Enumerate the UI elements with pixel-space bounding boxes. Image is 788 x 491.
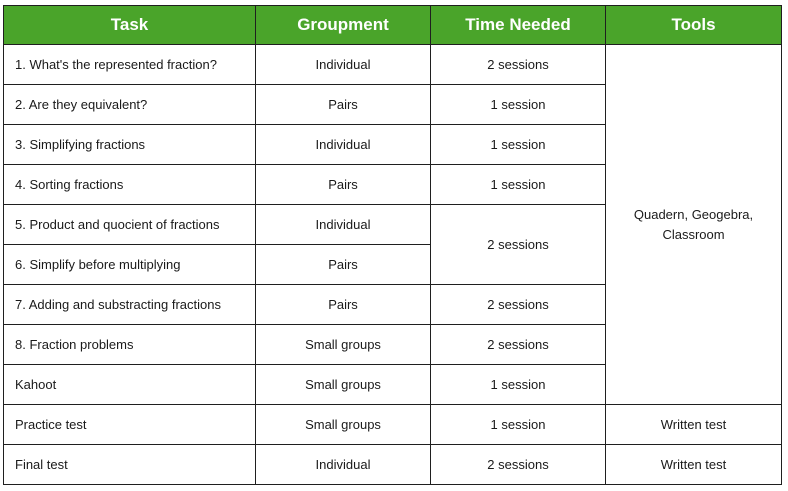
header-time-needed: Time Needed: [431, 6, 606, 45]
groupment-cell: Small groups: [256, 405, 431, 445]
tools-cell: Written test: [606, 445, 782, 485]
table-row: [4, 45, 782, 85]
task-cell: 2. Are they equivalent?: [4, 85, 256, 125]
time-cell: 2 sessions: [431, 285, 606, 325]
groupment-cell: Small groups: [256, 325, 431, 365]
time-cell: 2 sessions: [431, 45, 606, 85]
shared-tools-cell: Quadern, Geogebra, Classroom: [606, 45, 782, 405]
groupment-cell: Pairs: [256, 165, 431, 205]
time-cell: 2 sessions: [431, 445, 606, 485]
groupment-cell: Individual: [256, 445, 431, 485]
task-cell: 1. What's the represented fraction?: [4, 45, 256, 85]
groupment-cell: Pairs: [256, 85, 431, 125]
groupment-cell: Individual: [256, 205, 431, 245]
task-cell: 7. Adding and substracting fractions: [4, 285, 256, 325]
task-cell: 6. Simplify before multiplying: [4, 245, 256, 285]
task-cell: 3. Simplifying fractions: [4, 125, 256, 165]
groupment-cell: Small groups: [256, 365, 431, 405]
time-cell: 1 session: [431, 125, 606, 165]
header-row: [4, 6, 782, 45]
time-cell: 2 sessions: [431, 325, 606, 365]
time-cell: 1 session: [431, 365, 606, 405]
groupment-cell: Pairs: [256, 245, 431, 285]
header-groupment: Groupment: [256, 6, 431, 45]
time-cell-merged: 2 sessions: [431, 205, 606, 285]
groupment-cell: Pairs: [256, 285, 431, 325]
table-row: [4, 445, 782, 485]
time-cell: 1 session: [431, 405, 606, 445]
table-row: [4, 405, 782, 445]
task-cell: 8. Fraction problems: [4, 325, 256, 365]
header-task: Task: [4, 6, 256, 45]
task-cell: 5. Product and quocient of fractions: [4, 205, 256, 245]
task-cell: Practice test: [4, 405, 256, 445]
groupment-cell: Individual: [256, 125, 431, 165]
task-cell: Kahoot: [4, 365, 256, 405]
task-cell: Final test: [4, 445, 256, 485]
time-cell: 1 session: [431, 85, 606, 125]
groupment-cell: Individual: [256, 45, 431, 85]
task-cell: 4. Sorting fractions: [4, 165, 256, 205]
header-tools: Tools: [606, 6, 782, 45]
lesson-plan-table: [3, 5, 782, 485]
tools-cell: Written test: [606, 405, 782, 445]
time-cell: 1 session: [431, 165, 606, 205]
